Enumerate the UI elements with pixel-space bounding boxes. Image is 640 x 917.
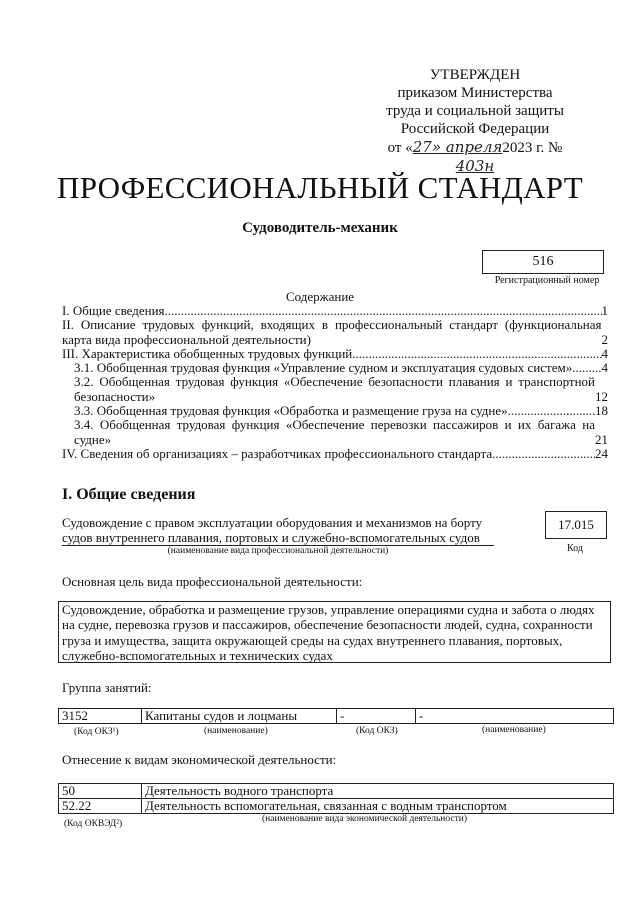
toc-item[interactable] — [62, 418, 608, 447]
toc-item-page: 24 — [595, 445, 608, 461]
table-cell: - — [416, 709, 614, 724]
okved-label: Отнесение к видам экономической деятельности: — [62, 752, 337, 767]
table-caption: (наименование вида экономической деятельности) — [262, 814, 467, 824]
goal-text-box: Судовождение, обработка и размещение грузов, управление операциями судна и забота о людях на судне, перевозка грузов и пассажиров, обеспечение безопасности людей, судна, сохранности груза и имущества, защита окружающей среды на судах внутреннего плавания, портовых, служебно-вспомогательных и технических судах — [58, 601, 611, 663]
table-cell: Деятельность водного транспорта — [142, 784, 614, 799]
toc-item-text: III. Характеристика обобщенных трудовых функций — [62, 345, 353, 361]
group-label: Группа занятий: — [62, 680, 152, 695]
toc-item[interactable] — [62, 361, 608, 375]
toc-item-page: 1 — [601, 303, 608, 318]
approval-line: приказом Министерства — [397, 85, 553, 101]
handwritten-order-number: 403н — [455, 157, 495, 175]
toc-item[interactable] — [62, 447, 608, 461]
approval-line: Российской Федерации — [400, 121, 550, 137]
table-caption: (наименование) — [204, 726, 268, 736]
toc-item[interactable] — [62, 304, 608, 318]
toc-item-text: IV. Сведения об организациях – разработчиках профессионального стандарта — [62, 445, 493, 461]
table-cell: 50 — [59, 784, 142, 799]
toc-item-text: 3.1. Обобщенная трудовая функция «Управление судном и эксплуатация судовых систем» — [74, 360, 573, 376]
toc-item[interactable] — [62, 375, 608, 404]
document-title: ПРОФЕССИОНАЛЬНЫЙ СТАНДАРТ — [57, 170, 583, 205]
table-cell: 52.22 — [59, 799, 142, 814]
toc-item-page: 4 — [601, 345, 608, 361]
table-caption: (наименование) — [482, 725, 546, 735]
activity-caption: (наименование вида профессиональной деятельности) — [167, 546, 389, 556]
approval-block — [370, 66, 580, 176]
approval-title: УТВЕРЖДЕН — [429, 67, 521, 83]
toc-item-text: 3.3. Обобщенная трудовая функция «Обработка и размещение груза на судне» — [74, 403, 508, 419]
toc-item-page: 21 — [595, 431, 608, 447]
toc-item-page: 18 — [595, 403, 608, 419]
toc-item[interactable] — [62, 318, 608, 347]
toc-item-text: 3.2. Обобщенная трудовая функция «Обеспечение безопасности плавания и транспортной безопасности» — [74, 374, 595, 404]
toc-item-page: 4 — [601, 360, 608, 376]
table-caption: (Код ОКВЭД²) — [64, 819, 123, 829]
toc-item-text: I. Общие сведения — [62, 303, 165, 318]
table-row — [59, 799, 614, 814]
table-caption: (Код ОКЗ¹) — [74, 727, 119, 737]
year-number: 2023 г. № — [502, 140, 563, 156]
section-heading: I. Общие сведения — [62, 486, 196, 503]
profession-title: Судоводитель-механик — [242, 220, 398, 236]
toc-item[interactable] — [62, 404, 608, 418]
table-cell: - — [337, 709, 416, 724]
toc-heading: Содержание — [285, 289, 355, 304]
toc-item[interactable] — [62, 347, 608, 361]
date-prefix: от « — [387, 140, 413, 156]
handwritten-date: 27» апреля — [412, 138, 503, 156]
code-caption: Код — [567, 543, 583, 554]
registration-number-box: 516 — [482, 250, 604, 274]
toc-item-text: II. Описание трудовых функций, входящих в профессиональный стандарт (функциональная карта вида профессиональной деятельности) — [62, 317, 602, 347]
occupation-group-table — [58, 708, 614, 724]
toc-item-text: 3.4. Обобщенная трудовая функция «Обеспечение перевозки пассажиров и их багажа на судне» — [74, 417, 595, 447]
table-cell: Деятельность вспомогательная, связанная с водным транспортом — [142, 799, 614, 814]
registration-caption: Регистрационный номер — [494, 275, 600, 286]
table-of-contents — [62, 304, 608, 461]
okved-table — [58, 783, 614, 814]
activity-name: Судовождение с правом эксплуатации оборудования и механизмов на борту судов внутреннего плавания, портовых и служебно-вспомогательных судов — [62, 515, 494, 546]
activity-code-box: 17.015 — [545, 511, 607, 539]
goal-label: Основная цель вида профессиональной деятельности: — [62, 574, 363, 589]
table-cell: 3152 — [59, 709, 142, 724]
table-caption: (Код ОКЗ) — [356, 726, 398, 736]
table-row — [59, 784, 614, 799]
approval-line: труда и социальной защиты — [386, 103, 564, 119]
toc-item-page: 2 — [601, 331, 608, 347]
toc-item-page: 12 — [595, 388, 608, 404]
table-cell: Капитаны судов и лоцманы — [142, 709, 337, 724]
table-row — [59, 709, 614, 724]
